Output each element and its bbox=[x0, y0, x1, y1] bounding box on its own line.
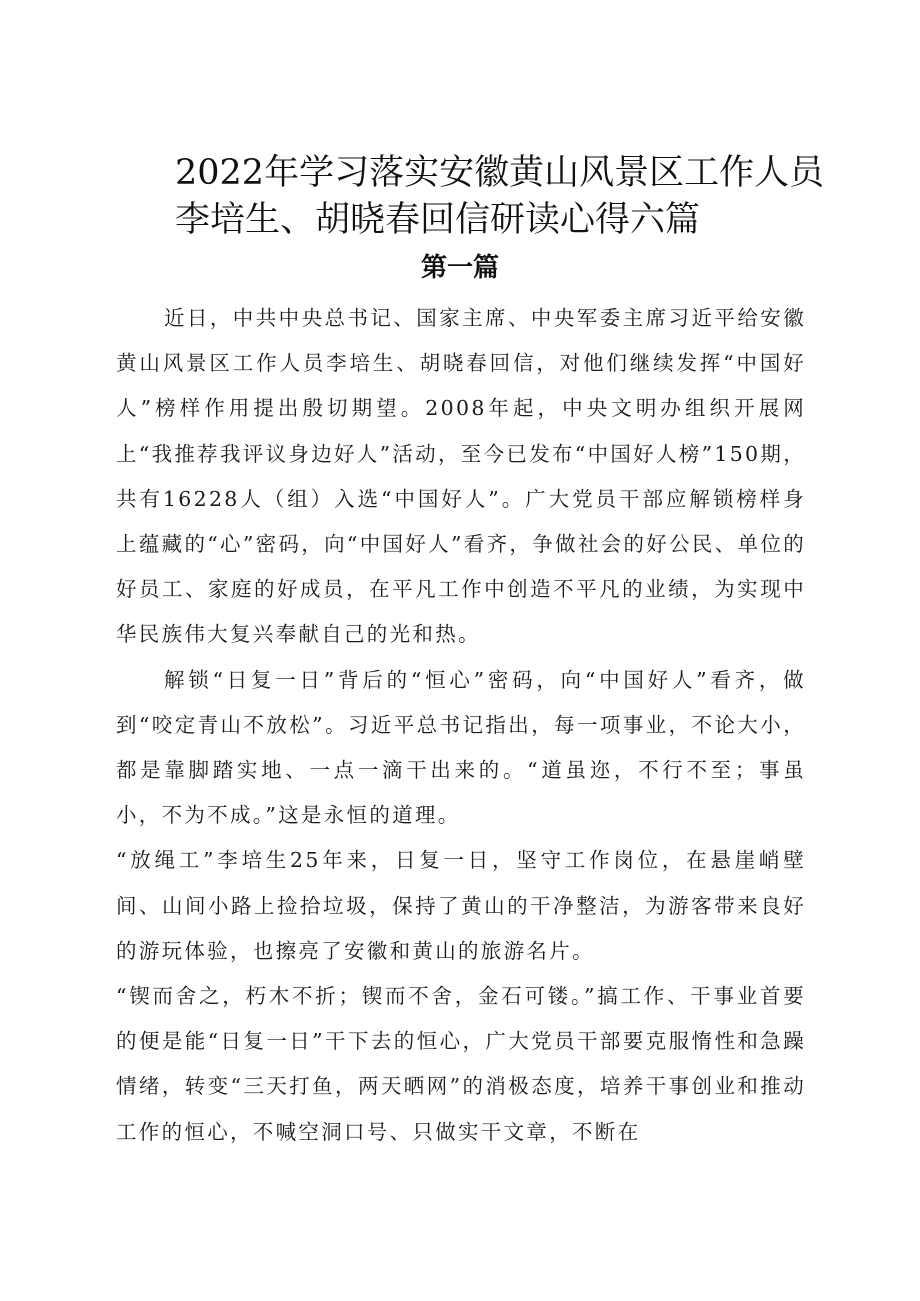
section-heading: 第一篇 bbox=[420, 253, 499, 283]
paragraph-3: “放绳工”李培生25年来，日复一日，坚守工作岗位，在悬崖峭壁间、山间小路上捡拾垃圾，保持了黄山的干净整洁，为游客带来良好的游玩体验，也擦亮了安徽和黄山的旅游名片。 bbox=[116, 848, 806, 963]
paragraph-1: 近日，中共中央总书记、国家主席、中央军委主席习近平给安徽黄山风景区工作人员李培生、胡晓春回信，对他们继续发挥“中国好人”榜样作用提出殷切期望。2008年起，中央文明办组织开展网上“我推荐我评议身边好人”活动，至今已发布“中国好人榜”150期，共有16228人（组）入选“中国好人”。广大党员干部应解锁榜样身上蕴藏的“心”密码，向“中国好人”看齐，争做社会的好公民、单位的好员工、家庭的好成员，在平凡工作中创造不平凡的业绩，为实现中华民族伟大复兴奉献自己的光和热。 bbox=[116, 306, 806, 647]
title-line-2: 李培生、胡晓春回信研读心得六篇 bbox=[175, 200, 701, 240]
paragraph-2: 解锁“日复一日”背后的“恒心”密码，向“中国好人”看齐，做到“咬定青山不放松”。习近平总书记指出，每一项事业，不论大小，都是靠脚踏实地、一点一滴干出来的。“道虽迩，不行不至；事虽小，不为不成。”这是永恒的道理。 bbox=[116, 667, 806, 828]
paragraph-4: “锲而舍之，朽木不折；锲而不舍，金石可镂。”搞工作、干事业首要的便是能“日复一日”干下去的恒心，广大党员干部要克服惰性和急躁情绪，转变“三天打鱼，两天晒网”的消极态度，培养干事创业和推动工作的恒心，不喊空洞口号、只做实干文章，不断在 bbox=[116, 984, 806, 1144]
document-title bbox=[175, 150, 875, 244]
title-line-1: 2022年学习落实安徽黄山风景区工作人员 bbox=[175, 153, 825, 193]
document-body bbox=[116, 296, 806, 1155]
